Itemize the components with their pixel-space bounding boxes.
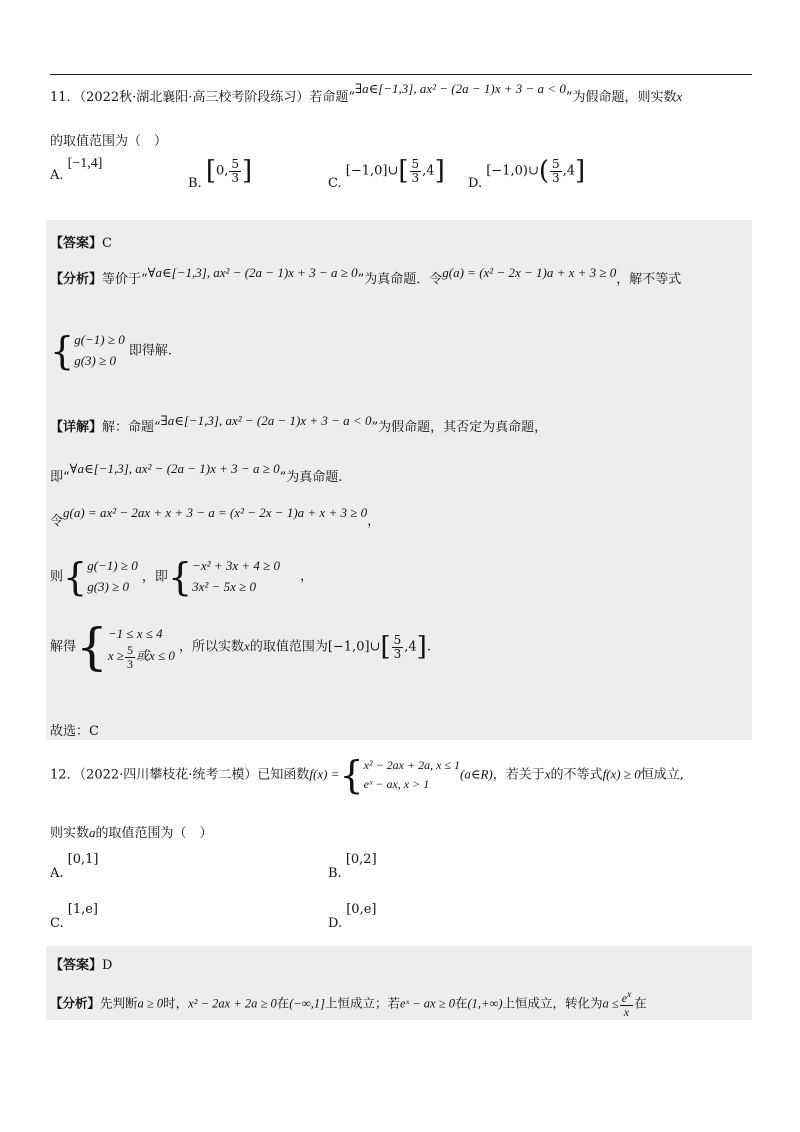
q11-analysis: 【分析】等价于“∀a∈[−1,3], ax² − (2a − 1)x + 3 − a ≥ 0”为真命题．令g(a) = (x² − 2x − 1)a + x + 3 ≥ 0，解不等式 xyxy=(50,265,682,287)
q12-analysis: 【分析】先判断a ≥ 0时，x² − 2ax + 2a ≥ 0在(−∞,1]上恒成立；若eˣ − ax ≥ 0在(1,+∞)上恒成立，转化为a ≤ $\frac{e^x}{x}$ 在 xyxy=(50,989,647,1019)
q11-stem-line1: 11．（2022秋·湖北襄阳·高三校考阶段练习）若命题“∃a∈[−1,3], ax² − (2a − 1)x + 3 − a < 0”为假命题，则实数x xyxy=(50,81,683,105)
q11-option-d[interactable]: D. [−1,0)∪( $\frac{5}{3}$ ,4] xyxy=(468,156,586,191)
q11-source: （2022秋·湖北襄阳·高三校考阶段练习）若命题“ xyxy=(79,90,356,105)
q12-stem-line1: 12．（2022·四川攀枝花·统考二模）已知函数f(x) ={x² − 2ax + 2a, x ≤ 1 eˣ − ax, x > 1(a∈R)，若关于x的不等式f(x) ≥ 0恒成立, xyxy=(50,753,684,798)
q12-option-b[interactable]: B. [0,2] xyxy=(328,852,377,881)
q12-stem-line2: 则实数a的取值范围为（ ） xyxy=(50,825,213,841)
q12-option-a[interactable]: A. [0,1] xyxy=(50,852,99,881)
q11-analysis-system: {g(−1) ≥ 0 g(3) ≥ 0 即得解. xyxy=(50,328,173,373)
q11-detail-line4: 则{g(−1) ≥ 0 g(3) ≥ 0 ，即{−x² + 3x + 4 ≥ 0 3x² − 5x ≥ 0 ， xyxy=(50,554,314,599)
q11-option-a[interactable]: A. [−1,4] xyxy=(50,156,103,183)
q11-detail-line5: 解得{−1 ≤ x ≤ 4 x ≥ $\frac{5}{3}$ 或x ≤ 0 ，所以实数x的取值范围为[−1,0]∪[ $\frac{5}{3}$ ,4]. xyxy=(50,618,431,676)
q11-choose: 故选：C xyxy=(50,724,99,739)
q12-option-c[interactable]: C. [1,e] xyxy=(50,902,99,931)
q11-detail-line3: 令g(a) = ax² − 2ax + x + 3 − a = (x² − 2x − 1)a + x + 3 ≥ 0， xyxy=(50,505,381,529)
q12-answer: 【答案】D xyxy=(50,958,113,973)
q11-proposition: ∃a∈[−1,3], ax² − (2a − 1)x + 3 − a < 0 xyxy=(355,81,566,96)
q11-answer: 【答案】C xyxy=(50,236,112,251)
q11-stem-line2: 的取值范围为（ ） xyxy=(50,134,168,149)
q12-option-d[interactable]: D. [0,e] xyxy=(328,902,377,931)
q11-detail-line1: 【详解】解：命题“∃a∈[−1,3], ax² − (2a − 1)x + 3 − a < 0”为假命题，其否定为真命题， xyxy=(50,413,548,435)
q11-detail-line2: 即“∀a∈[−1,3], ax² − (2a − 1)x + 3 − a ≥ 0”为真命题. xyxy=(50,461,343,485)
q11-option-b[interactable]: B. [0, $\frac{5}{3}$ ] xyxy=(188,156,253,191)
q11-option-c[interactable]: C. [−1,0]∪[ $\frac{5}{3}$ ,4] xyxy=(328,156,445,191)
top-rule xyxy=(50,74,752,75)
q11-number: 11． xyxy=(50,90,80,105)
